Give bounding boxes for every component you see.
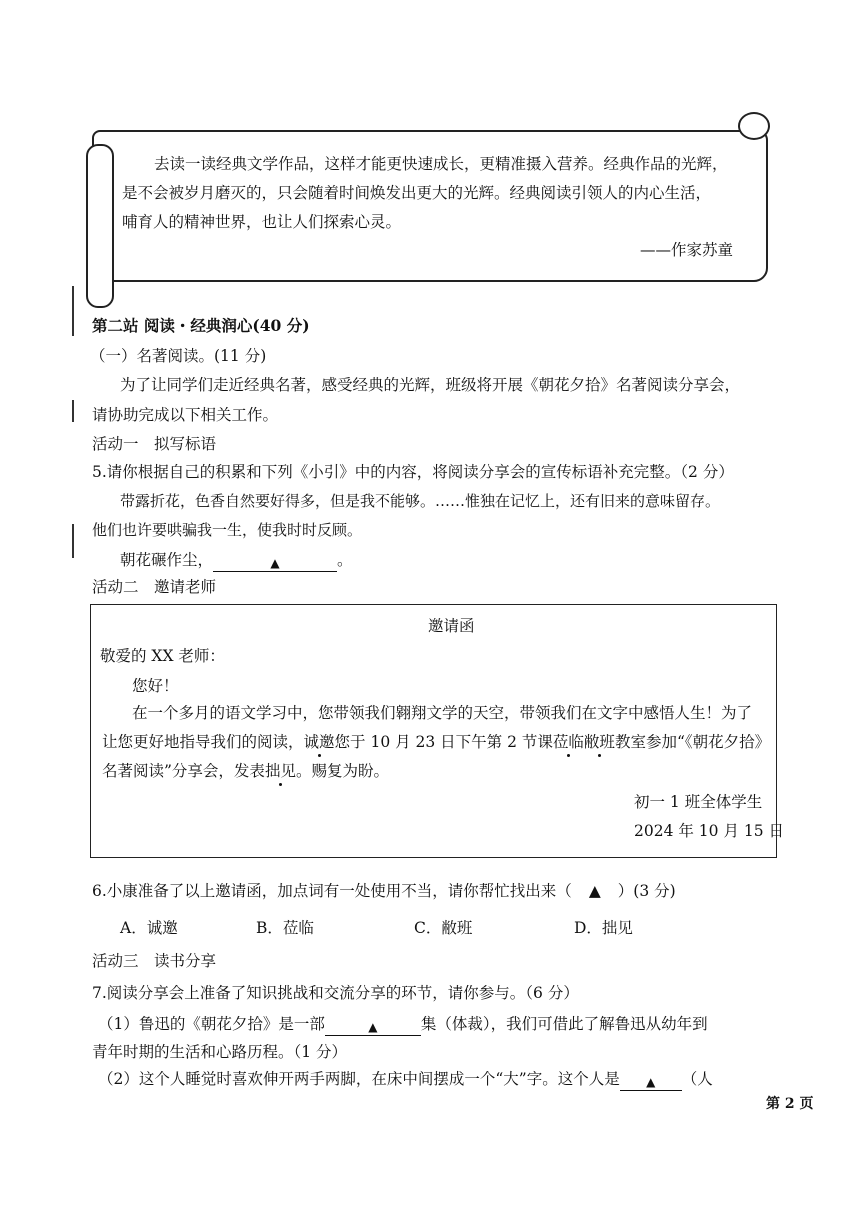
option-d[interactable]: D．拙见 [574,919,633,937]
option-c[interactable]: C．敝班 [414,919,473,937]
dotted-word-lilin: 莅临 [552,733,584,751]
letter-text: 您于 10 月 23 日下午第 2 节课 [334,733,553,751]
slogan-line [120,549,353,572]
page-number: 第 2 页 [766,1096,814,1112]
letter-text: 。赐复为盼。 [295,762,389,780]
letter-salutation: 敬爱的 XX 老师： [100,647,225,665]
intro-line-1: 为了让同学们走近经典名著，感受经典的光辉，班级将开展《朝花夕拾》名著阅读分享会， [120,376,741,394]
slogan-prefix: 朝花碾作尘， [120,551,214,569]
question-7-sub-1-line-2: 青年时期的生活和心路历程。（1 分） [92,1043,348,1061]
letter-body-3 [102,760,389,782]
scroll-roll-decoration [86,144,114,308]
question-6-score: ）(3 分) [617,882,676,900]
dotted-word-zhuojian: 拙见 [264,762,296,780]
question-5: 5.请你根据自己的积累和下列《小引》中的内容，将阅读分享会的宣传标语补充完整。（2 分） [92,463,734,481]
letter-heading: 邀请函 [428,617,475,635]
quote-line-2: 是不会被岁月磨灭的，只会随着时间焕发出更大的光辉。经典阅读引领人的内心生活， [122,184,712,202]
intro-line-2: 请协助完成以下相关工作。 [92,406,279,424]
margin-mark [72,286,74,336]
question-7-sub-1 [98,1013,708,1036]
scroll-curl-decoration [738,112,770,140]
question-7: 7.阅读分享会上准备了知识挑战和交流分享的环节，请你参与。（6 分） [92,984,579,1002]
activity-3-title: 活动三 读书分享 [92,952,217,970]
answer-marker-icon: ▲ [588,882,601,900]
letter-text: 教室参加“《朝花夕拾》 [614,733,771,751]
question-6-text: 6.小康准备了以上邀请函，加点词有一处使用不当，请你帮忙找出来（ [92,882,572,900]
question-text: （人 [681,1070,713,1088]
quote-line-3: 哺育人的精神世界，也让人们探索心灵。 [122,213,402,231]
answer-marker-icon: ▲ [368,1020,378,1034]
letter-body-2 [102,731,770,753]
letter-body-1: 在一个多月的语文学习中，您带领我们翱翔文学的天空，带领我们在文字中感悟人生！为了 [132,704,753,722]
option-b[interactable]: B．莅临 [256,919,314,937]
quote-line-1: 去读一读经典文学作品，这样才能更快速成长，更精准摄入营养。经典作品的光辉， [154,155,728,173]
genre-answer-blank[interactable] [325,1019,421,1036]
activity-1-title: 活动一 拟写标语 [92,435,217,453]
activity-2-title: 活动二 邀请老师 [92,578,217,596]
letter-date: 2024 年 10 月 15 日 [634,822,785,840]
answer-marker-icon: ▲ [646,1075,656,1089]
answer-marker-icon: ▲ [270,556,280,570]
letter-text: 名著阅读”分享会，发表 [102,762,265,780]
part-heading: （一）名著阅读。(11 分) [90,347,267,365]
slogan-answer-blank[interactable] [213,555,337,572]
section-title: 第二站 阅读・经典润心(40 分) [92,316,310,335]
margin-mark [72,524,74,558]
option-a[interactable]: A．诚邀 [120,919,178,937]
question-text: （2）这个人睡觉时喜欢伸开两手两脚，在床中间摆成一个“大”字。这个人是 [98,1070,620,1088]
question-text: 集（体裁），我们可借此了解鲁迅从幼年到 [420,1015,708,1033]
question-6 [92,880,676,902]
question-text: （1）鲁迅的《朝花夕拾》是一部 [98,1015,325,1033]
xiaoyin-quote-line-2: 他们也许要哄骗我一生，使我时时反顾。 [92,521,363,539]
slogan-suffix: 。 [337,551,353,569]
question-7-sub-2 [98,1068,713,1091]
dotted-word-biban: 敝班 [583,733,615,751]
letter-greeting: 您好！ [132,677,179,695]
letter-signature: 初一 1 班全体学生 [634,793,763,811]
margin-mark [72,400,74,422]
person-answer-blank[interactable] [620,1074,682,1091]
quote-author: ——作家苏童 [640,241,734,259]
dotted-word-chengyao: 诚邀 [303,733,335,751]
xiaoyin-quote-line-1: 带露折花，色香自然要好得多，但是我不能够。……惟独在记忆上，还有旧来的意味留存。 [120,492,721,510]
letter-text: 让您更好地指导我们的阅读， [102,733,304,751]
